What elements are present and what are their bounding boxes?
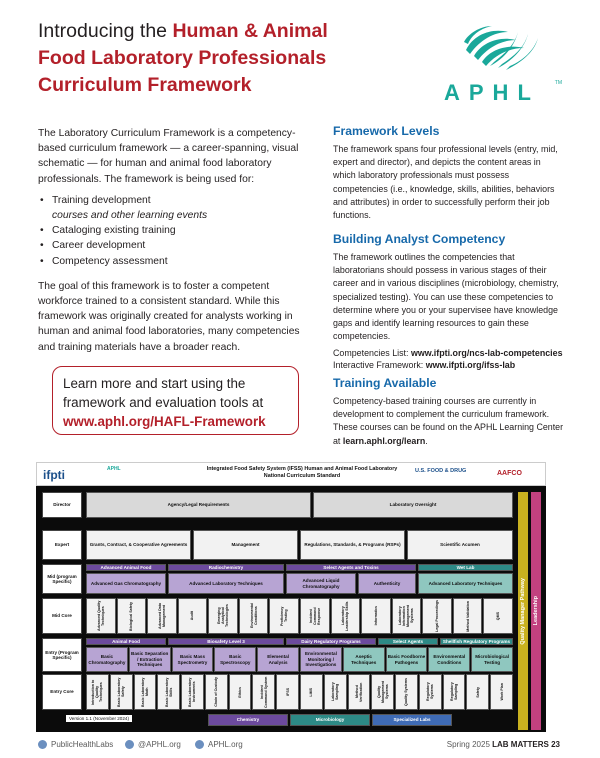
aphl-waves-icon: [446, 20, 556, 78]
link-label: Interactive Framework:: [333, 360, 426, 371]
entry-core-item-label: Method Verification: [354, 682, 363, 702]
entry-core-item: [348, 674, 371, 710]
logo-text: APHL: [444, 80, 540, 105]
entry-core-item: [443, 674, 466, 710]
list-item-text: Career development: [52, 240, 146, 252]
entry-core-item: [324, 674, 347, 710]
competency-links: [333, 347, 565, 371]
mid-box: Advanced Liquid Chromatography: [286, 573, 356, 594]
mid-core-item-label: Environmental Conditions: [249, 603, 258, 629]
list-item-text: Competency assessment: [52, 255, 168, 267]
issue-label: Spring 2025: [446, 740, 493, 749]
period: .: [425, 435, 428, 446]
entry-core-item: [86, 674, 109, 710]
mid-core-item: [117, 598, 147, 634]
entry-core-item-label: Basic Laboratory Math: [140, 677, 149, 707]
entry-header: Dairy Regulatory Programs: [286, 638, 376, 645]
entry-core-item: [205, 674, 228, 710]
director-box: Agency/Legal Requirements: [86, 492, 311, 518]
level-mid-specific: Mid (program Specific): [42, 564, 82, 594]
aafco-logo: AAFCO: [497, 470, 522, 477]
mid-core-item: [269, 598, 299, 634]
entry-core-item: [110, 674, 133, 710]
ifpti-logo: ifpti: [43, 468, 65, 482]
title-strong-1: Human & Animal: [172, 20, 328, 42]
entry-box: Microbiological Testing: [471, 647, 513, 672]
expert-box: Regulations, Standards, & Programs (RSPs): [300, 530, 405, 560]
entry-box: Elemental Analysis: [257, 647, 299, 672]
left-column: [38, 126, 306, 361]
entry-header: Shellfish Regulatory Programs: [440, 638, 513, 645]
entry-core-item: [490, 674, 513, 710]
title-strong-3: Curriculum Framework: [38, 74, 252, 96]
footer-twitter[interactable]: [125, 740, 181, 749]
entry-core-item-label: Introduction to Quality Techniques: [91, 679, 104, 705]
strip-label: Quality Manager Pathway: [520, 577, 526, 645]
entry-core-item: [395, 674, 418, 710]
entry-core-item-label: Work Plan: [499, 683, 504, 701]
entry-core-item-label: Safety: [475, 686, 480, 698]
entry-core-item: [229, 674, 252, 710]
entry-header: Animal Food: [86, 638, 166, 645]
intro-paragraph: The Laboratory Curriculum Framework is a competency-based curriculum framework — a career-spanning, visual schematic — for human and animal food laboratory professionals. The framework is being used for:: [38, 128, 299, 185]
level-entry-core: Entry Core: [42, 674, 82, 710]
goal-paragraph: The goal of this framework is to foster a competent workforce trained to a consistent standard. While this framework was originally created for analysts working in human and animal food laboratories, many competencies and training materials have a broader reach.: [38, 280, 300, 353]
director-box: Laboratory Oversight: [313, 492, 513, 518]
mid-header: Advanced Animal Food: [86, 564, 166, 571]
section-heading: Training Available: [333, 376, 437, 390]
mid-core-item: [483, 598, 513, 634]
figure-title-line: National Curriculum Standard: [263, 473, 341, 479]
facebook-icon: [38, 740, 47, 749]
entry-box: Environmental Monitoring / Investigations: [300, 647, 342, 672]
level-entry-specific: Entry (Program Specific): [42, 638, 82, 672]
entry-core-item: [371, 674, 394, 710]
list-item-sub: courses and other learning events: [52, 210, 208, 222]
tab-chemistry: Chemistry: [208, 714, 288, 726]
section-body-text: Competency-based training courses are currently in development to complement the curriculum framework. These courses can be found on the APHL Learning Center at: [333, 396, 564, 446]
list-item-text: Cataloging existing training: [52, 225, 176, 237]
mid-box: Advanced Laboratory Techniques: [168, 573, 284, 594]
entry-core-item: [419, 674, 442, 710]
mid-header: Wet Lab: [418, 564, 513, 571]
entry-core-item-label: Quality Systems: [404, 678, 409, 706]
strip-label: Leadership: [533, 596, 539, 626]
mid-core-item-label: Informatics: [373, 606, 378, 626]
mid-core-item-label: Advanced Quality Techniques: [96, 600, 105, 632]
mid-core-item-label: Laboratory Leadership Skills: [341, 601, 350, 631]
mid-core-item-label: Audit: [190, 611, 195, 621]
mid-core-item-label: QMS: [496, 611, 501, 621]
level-director: Director: [42, 492, 82, 518]
link-label: Competencies List:: [333, 348, 411, 359]
entry-core-item-label: Regulatory Systems: [426, 682, 435, 702]
list-item: [38, 193, 306, 223]
entry-box: Basic Separation / Extraction Techniques: [129, 647, 171, 672]
entry-core-item-label: Incident Command System: [259, 676, 268, 708]
aphl-mini-logo: APHL: [107, 466, 121, 472]
section-training-available: [333, 376, 565, 452]
entry-box: Environmental Conditions: [428, 647, 470, 672]
entry-core-item: [134, 674, 157, 710]
callout-link[interactable]: www.aphl.org/HAFL-Framework: [63, 414, 266, 429]
mid-core-item: [453, 598, 483, 634]
list-item-text: Training development: [52, 194, 151, 206]
section-body: The framework spans four professional levels (entry, mid, expert and director), and depicts the content areas in which laboratory professionals must possess competencies (i.e., knowledge, skills, abilities, behaviors and attributes) in order to successfully perform their job functions.: [333, 144, 558, 221]
list-item: [38, 223, 306, 238]
mid-core-item: [422, 598, 452, 634]
entry-core-item: [300, 674, 323, 710]
entry-core-item-label: Ethics: [238, 686, 243, 698]
page-footer: [0, 736, 600, 758]
section-building-competency: [333, 232, 565, 371]
entry-core-item: [157, 674, 180, 710]
mid-core-item: [208, 598, 238, 634]
entry-box: Aseptic Techniques: [343, 647, 385, 672]
mid-core-item-label: Emerging Analytical Technologies: [217, 604, 230, 628]
page-number: [447, 740, 560, 749]
level-expert: Expert: [42, 530, 82, 560]
competencies-list-link[interactable]: www.ifpti.org/ncs-lab-competencies: [410, 348, 563, 359]
section-framework-levels: [333, 124, 565, 226]
version-label: Version 1.1 (November 2024): [66, 715, 132, 722]
social-icon: [125, 740, 134, 749]
mid-header: Radiochemistry: [168, 564, 284, 571]
tab-specialized-labs: Specialized Labs: [372, 714, 452, 726]
mid-core-item: [239, 598, 269, 634]
mid-box: Authenticity: [358, 573, 416, 594]
entry-core-item-label: LIMS: [309, 687, 314, 697]
fda-logo: U.S. FOOD & DRUG: [415, 468, 467, 474]
section-body: [333, 395, 565, 448]
tab-microbiology: Microbiology: [290, 714, 370, 726]
magazine-name: LAB MATTERS: [492, 740, 549, 749]
entry-core-item: [252, 674, 275, 710]
mid-core-item: [392, 598, 422, 634]
aphl-logo: [440, 20, 560, 104]
mid-core-item-label: Laboratory Information Management Systems: [398, 605, 415, 627]
curriculum-framework-figure: [36, 462, 546, 732]
mid-box: Advanced Gas Chromatography: [86, 573, 166, 594]
mid-core-item: [361, 598, 391, 634]
section-body: The framework outlines the competencies that laboratorians should possess in various stages of their career and in various disciplines (microbiology, chemistry, specialized testing). You can use these competencies to determine where you or your supervisee have knowledge gaps and identify learning resources to gain these competencies.: [333, 252, 559, 342]
usage-list: [38, 193, 306, 269]
level-mid-core: Mid Core: [42, 598, 82, 634]
list-item: [38, 238, 306, 253]
quality-manager-strip: [518, 492, 528, 730]
entry-box: Basic Spectroscopy: [214, 647, 256, 672]
mid-core-item-label: Method Validation: [465, 600, 470, 632]
entry-header: Biosafety Level 3: [168, 638, 284, 645]
interactive-framework-link[interactable]: www.ifpti.org/ifss-lab: [425, 360, 516, 371]
expert-box: Management: [193, 530, 298, 560]
footer-twitter-text: @APHL.org: [138, 740, 181, 749]
leadership-strip: [531, 492, 541, 730]
entry-core-item: [466, 674, 489, 710]
footer-facebook[interactable]: [38, 740, 113, 749]
logo-tm: TM: [554, 80, 562, 86]
entry-core-item: [181, 674, 204, 710]
mid-core-item-label: Advanced Data Management: [157, 603, 166, 629]
footer-facebook-text: PublicHealthLabs: [51, 740, 114, 749]
figure-title-line: Integrated Food Safety System (IFSS) Human and Animal Food Laboratory: [206, 466, 398, 472]
entry-box: Basic Mass Spectrometry: [172, 647, 214, 672]
mid-core-item-label: Incident Command Response: [308, 607, 321, 625]
entry-header: Select Agents: [378, 638, 438, 645]
mid-core-item: [178, 598, 208, 634]
figure-title: [187, 466, 417, 480]
entry-core-item-label: Basic Laboratory Skills: [164, 677, 173, 707]
figure-header: [36, 462, 546, 486]
entry-core-item-label: Regulatory Sampling: [450, 682, 459, 702]
callout-box: [52, 366, 299, 435]
expert-box: Grants, Contract, & Cooperative Agreements: [86, 530, 191, 560]
section-heading: Building Analyst Competency: [333, 232, 506, 246]
page-num: 23: [551, 740, 560, 749]
mid-core-item: [147, 598, 177, 634]
mid-core-item-label: Biological Safety: [129, 601, 134, 631]
expert-box: Scientific Acumen: [407, 530, 513, 560]
mid-core-item: [86, 598, 116, 634]
title-strong-2: Food Laboratory Professionals: [38, 47, 327, 69]
mid-header: Select Agents and Toxins: [286, 564, 416, 571]
mid-core-item-label: Proficiency Testing: [280, 606, 289, 626]
mid-core-item: [300, 598, 330, 634]
entry-core-item-label: Quality Management Systems: [376, 681, 389, 703]
entry-box: Basic Foodborne Pathogens: [386, 647, 428, 672]
entry-box: Basic Chromatography: [86, 647, 128, 672]
learning-center-link[interactable]: learn.aphl.org/learn: [342, 435, 426, 446]
footer-web[interactable]: [195, 740, 243, 749]
callout-text: Learn more and start using the framework and evaluation tools at: [63, 376, 264, 410]
web-icon: [195, 740, 204, 749]
footer-web-text: APHL.org: [208, 740, 243, 749]
page-title: [38, 18, 418, 99]
mid-box: Advanced Laboratory Techniques: [418, 573, 513, 594]
mid-core-item-label: Legal Proceedings: [435, 600, 440, 632]
mid-core-item: [331, 598, 361, 634]
entry-core-item-label: Basic Laboratory Safety: [117, 677, 126, 707]
entry-core-item-label: IFSS: [285, 688, 290, 696]
list-item: [38, 254, 306, 269]
entry-core-item-label: Basic Laboratory Instruments: [188, 677, 197, 707]
entry-core-item-label: Chain of Custody: [214, 677, 219, 707]
section-heading: Framework Levels: [333, 124, 440, 138]
title-lead: Introducing the: [38, 20, 173, 42]
entry-core-item-label: Laboratory Sampling: [331, 682, 340, 702]
entry-core-item: [276, 674, 299, 710]
